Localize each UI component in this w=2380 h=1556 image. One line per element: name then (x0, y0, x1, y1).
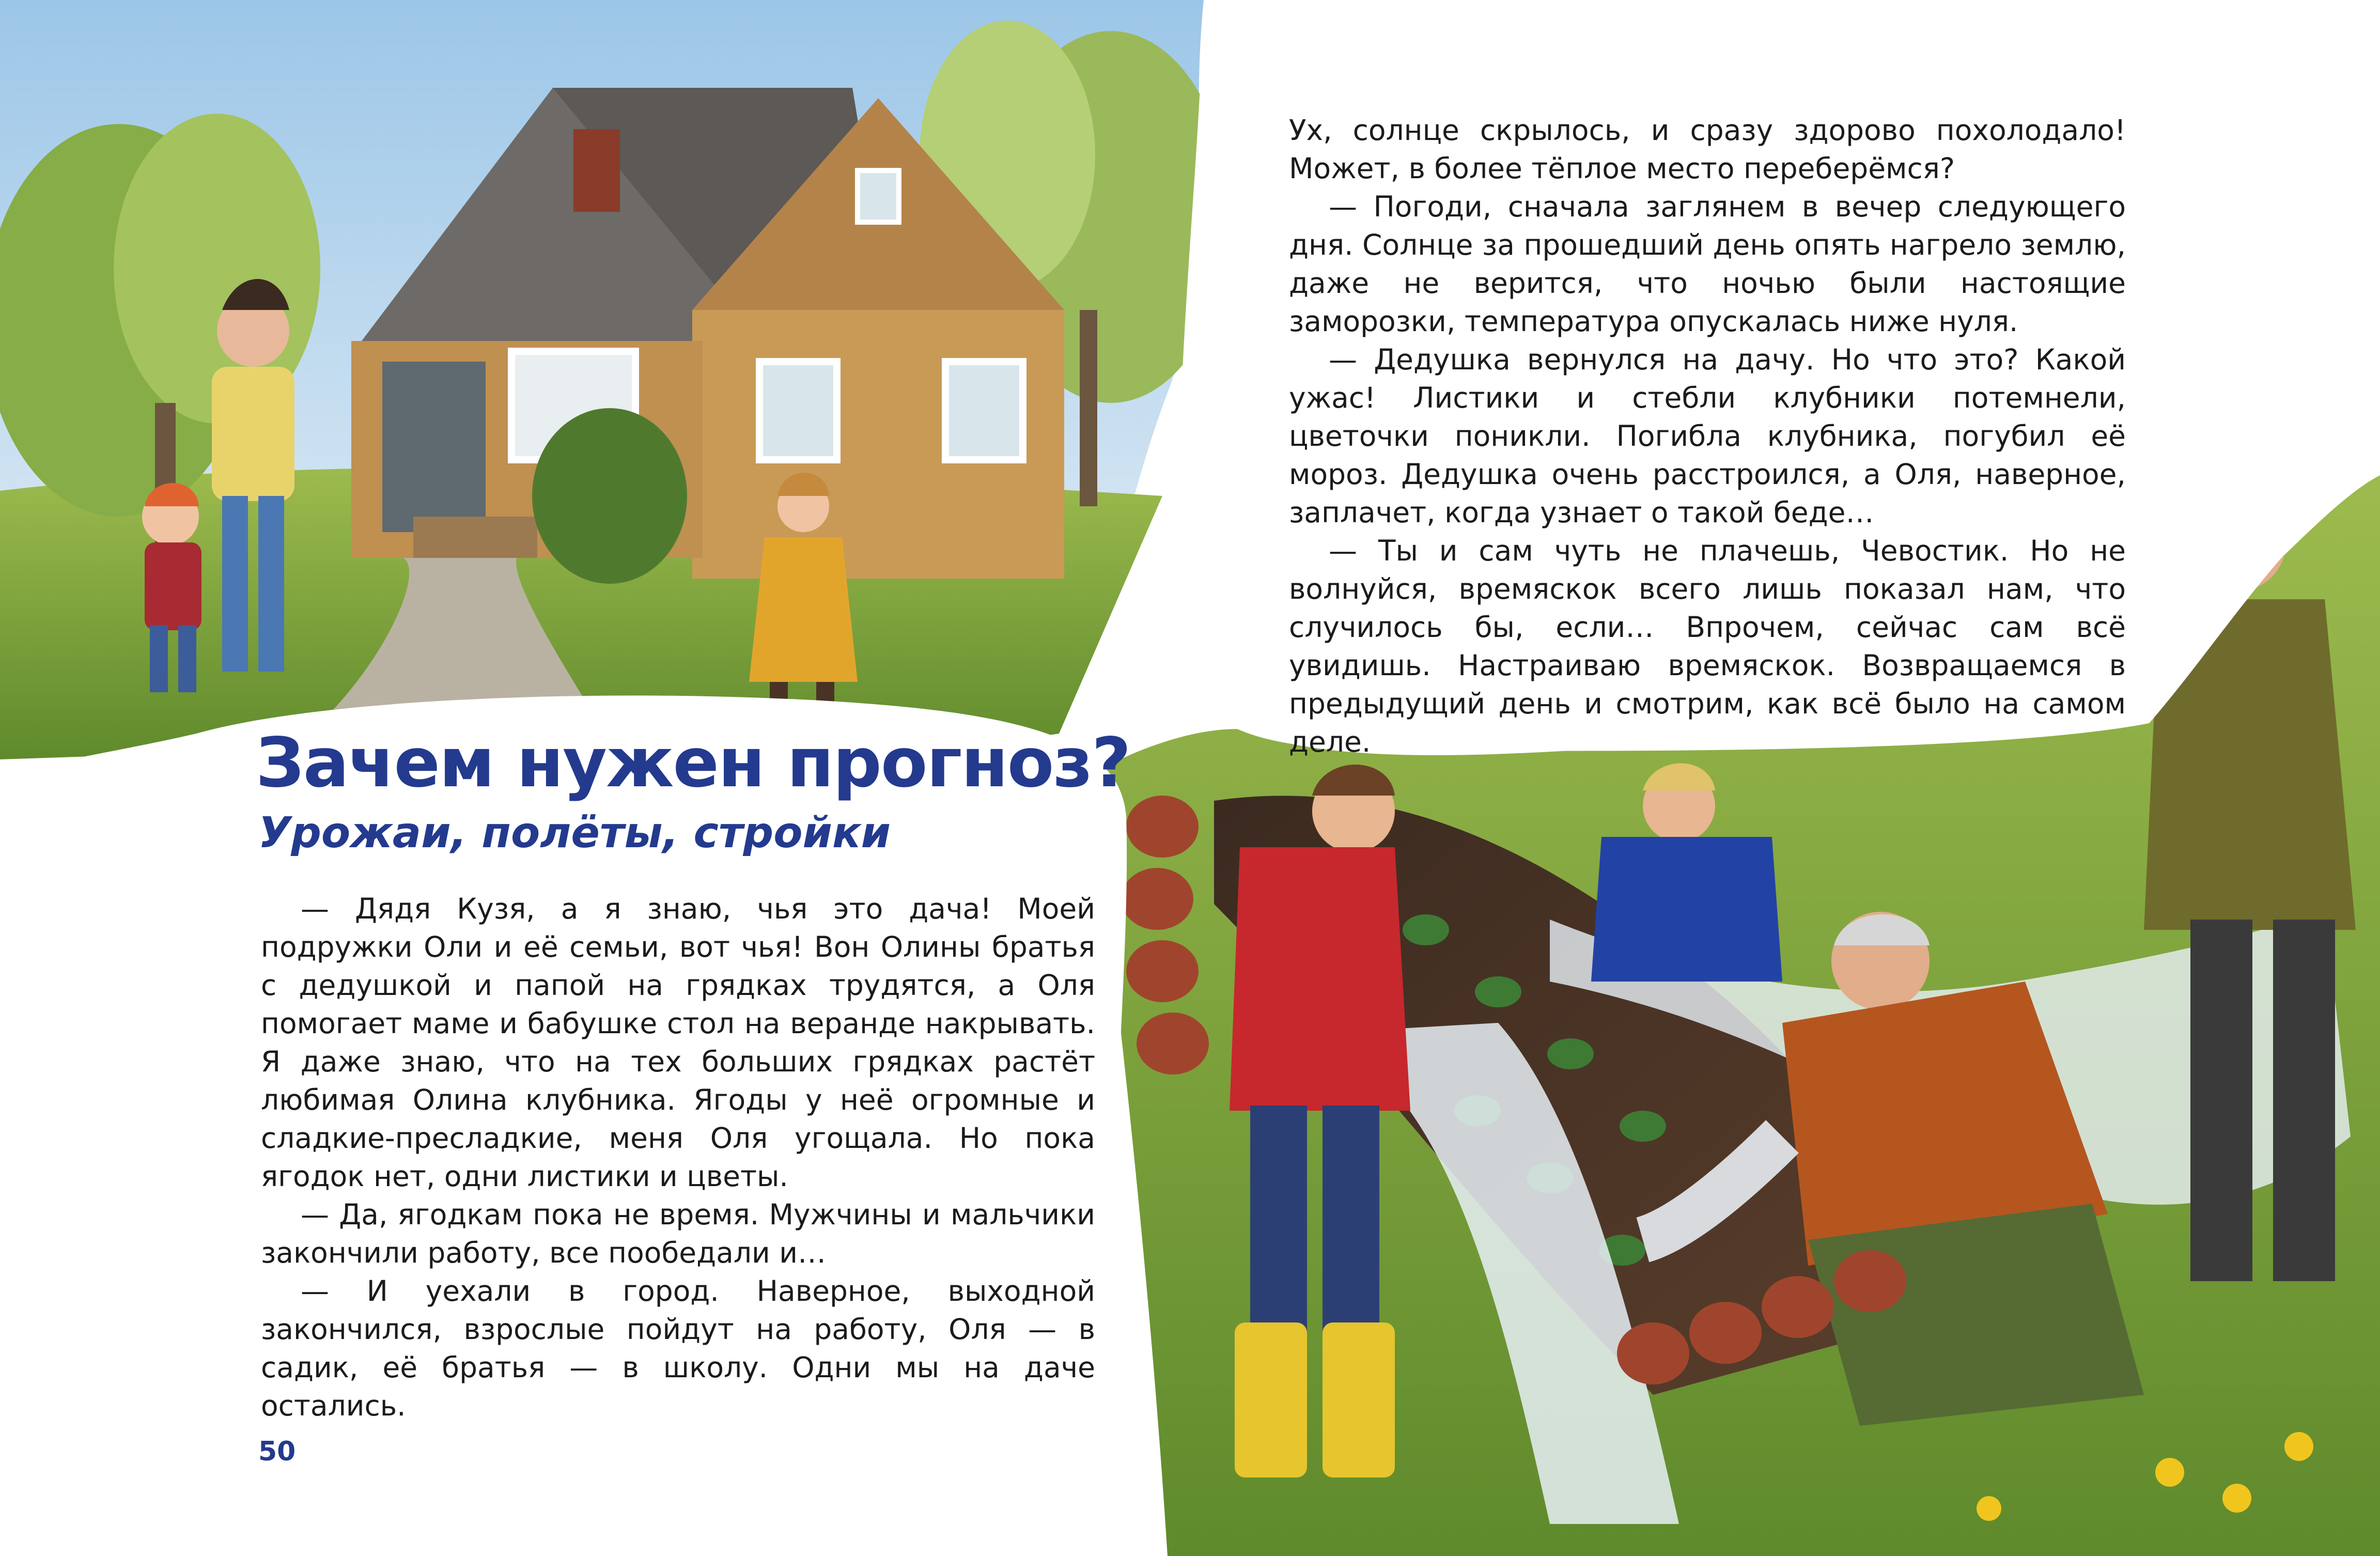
story-text-left (261, 890, 1095, 1425)
chimney (573, 129, 620, 212)
paragraph: — Погоди, сначала заглянем в вечер следующего дня. Солнце за прошедший день опять нагрело землю, даже не верится, что ночью были настоящие заморозки, температура опускалась ниже нуля. (1289, 190, 2126, 338)
paragraph: — Дядя Кузя, а я знаю, чья это дача! Моей подружки Оли и её семьи, вот чья! Вон Олины братья с дедушкой и папой на грядках трудятся, а Оля помогает маме и бабушке стол на веранде накрывать. Я даже знаю, что на тех больших грядках растёт любимая Олина клубника. Ягоды у неё огромные и сладкие-пресладкие, меня Оля угощала. Но пока ягодок нет, одни листики и цветы. (261, 892, 1095, 1193)
porch-steps (413, 517, 537, 558)
paragraph: Ух, солнце скрылось, и сразу здорово похолодало! Может, в более тёплое место переберёмся? (1289, 114, 2126, 185)
paragraph: — Дедушка вернулся на дачу. Но что это? Какой ужас! Листики и стебли клубники потемнели, цветочки поникли. Погибла клубника, погубил её мороз. Дедушка очень расстроился, а Оля, наверное, заплачет, когда узнает о такой беде… (1289, 343, 2126, 529)
page-title: Зачем нужен прогноз? (256, 723, 1130, 803)
page-subtitle: Урожаи, полёты, стройки (258, 808, 891, 858)
story-text-right (1289, 111, 2126, 761)
paragraph: — Ты и сам чуть не плачешь, Чевостик. Но не волнуйся, времяскок всего лишь показал нам, что случилось бы, если… Впрочем, сейчас сам всё увидишь. Настраиваю времяскок. Возвращаемся в предыдущий день и смотрим, как всё было на самом деле. (1289, 534, 2126, 758)
dacha-scene (0, 0, 1230, 759)
page-number: 50 (258, 1436, 296, 1467)
paragraph: — И уехали в город. Наверное, выходной закончился, взрослые пойдут на работу, Оля — в садик, её братья — в школу. Одни мы на даче остались. (261, 1274, 1095, 1422)
paragraph: — Да, ягодкам пока не время. Мужчины и мальчики закончили работу, все пообедали и… (261, 1198, 1095, 1269)
bush (532, 408, 687, 584)
